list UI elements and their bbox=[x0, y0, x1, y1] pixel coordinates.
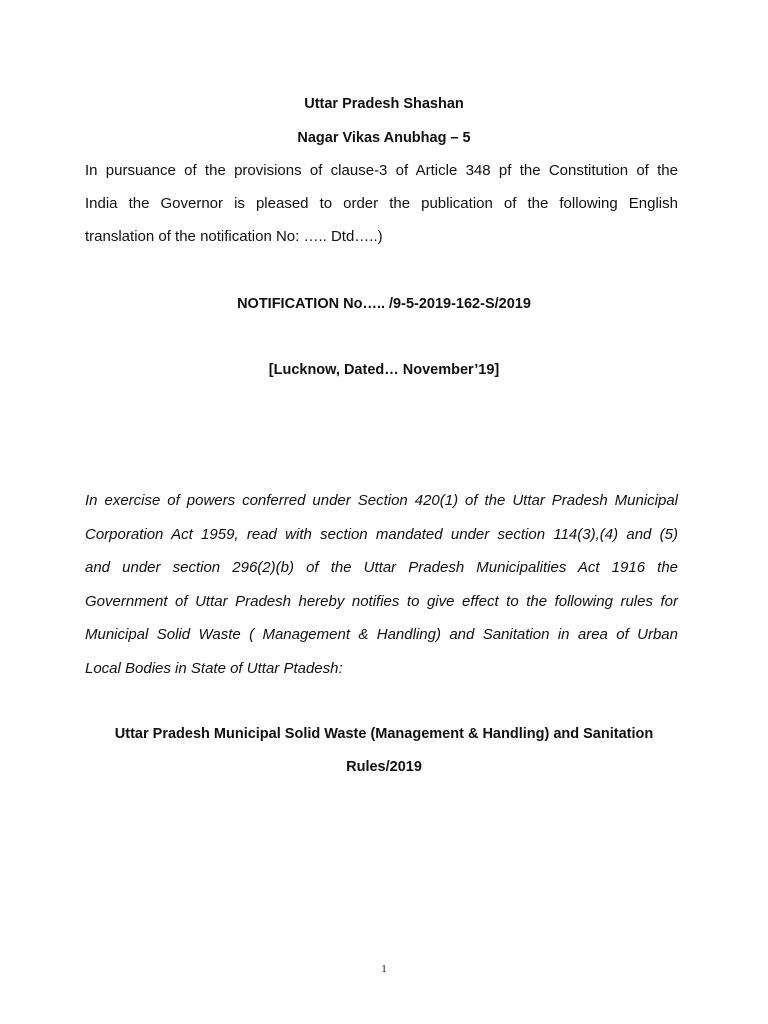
preamble-line: Government of Uttar Pradesh hereby notifies to give effect to the following rules for bbox=[85, 592, 678, 610]
notification-place-date: [Lucknow, Dated… November’19] bbox=[268, 362, 500, 378]
preamble-paragraph bbox=[85, 484, 678, 686]
intro-line: India the Governor is pleased to order the publication of the following English bbox=[85, 195, 678, 212]
intro-paragraph bbox=[85, 154, 678, 253]
intro-line: In pursuance of the provisions of clause-3 of Article 348 pf the Constitution of the bbox=[85, 162, 678, 179]
rules-title bbox=[60, 718, 708, 784]
preamble-line: Corporation Act 1959, read with section mandated under section 114(3),(4) and (5) bbox=[85, 525, 678, 543]
preamble-line: Local Bodies in State of Uttar Ptadesh: bbox=[85, 659, 343, 677]
preamble-line: In exercise of powers conferred under Section 420(1) of the Uttar Pradesh Municipal bbox=[85, 492, 678, 509]
government-heading: Uttar Pradesh Shashan bbox=[304, 96, 464, 112]
department-heading: Nagar Vikas Anubhag – 5 bbox=[297, 130, 471, 146]
notification-number: NOTIFICATION No….. /9-5-2019-162-S/2019 bbox=[237, 296, 531, 312]
rules-title-line: Uttar Pradesh Municipal Solid Waste (Management & Handling) and Sanitation bbox=[114, 726, 654, 742]
preamble-line: and under section 296(2)(b) of the Uttar Pradesh Municipalities Act 1916 the bbox=[85, 559, 678, 577]
intro-line: translation of the notification No: ….. Dtd…..) bbox=[85, 228, 383, 245]
preamble-line: Municipal Solid Waste ( Management & Handling) and Sanitation in area of Urban bbox=[85, 626, 678, 644]
rules-title-line: Rules/2019 bbox=[346, 759, 422, 775]
page-number: 1 bbox=[381, 963, 387, 975]
